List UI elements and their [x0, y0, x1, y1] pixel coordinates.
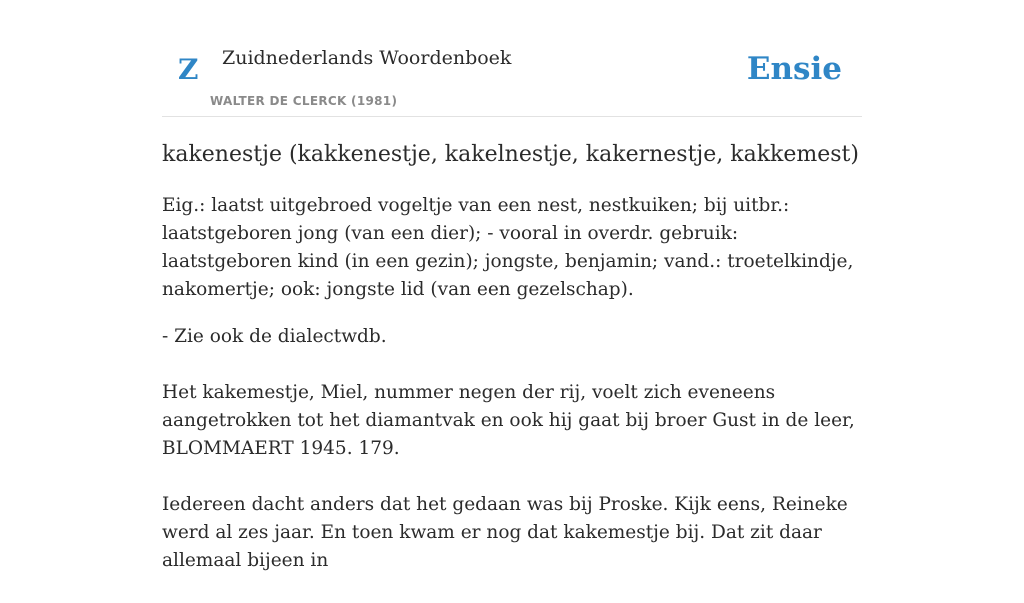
entry-definition: Eig.: laatst uitgebroed vogeltje van een nest, nestkuiken; bij uitbr.: laatstgeboren jong (van een dier); - vooral in overdr. gebruik: laatstgeboren kind (in een gezin); jongste, benjamin; vand.: troetelkindje, nakomertje; ook: jongste lid (van een gezelschap).	[162, 195, 854, 300]
ensie-logo[interactable]: Ensie	[746, 51, 842, 87]
dictionary-title[interactable]: Zuidnederlands Woordenboek	[222, 47, 512, 69]
header	[162, 0, 862, 117]
entry-content	[162, 192, 862, 603]
dictionary-logo-icon[interactable]: Z	[178, 53, 199, 86]
dictionary-author: WALTER DE CLERCK (1981)	[210, 94, 398, 108]
entry-quote: Iedereen dacht anders dat het gedaan was bij Proske. Kijk eens, Reineke werd al zes jaar. En toen kwam er nog dat kakemestje bij. Dat zit daar allemaal bijeen in	[162, 494, 848, 571]
entry-quote: Het kakemestje, Miel, nummer negen der rij, voelt zich eveneens aangetrokken tot het diamantvak en ook hij gaat bij broer Gust in de leer, BLOMMAERT 1945. 179.	[162, 382, 855, 459]
page	[162, 0, 862, 571]
entry-headword: kakenestje (kakkenestje, kakelnestje, kakernestje, kakkemest)	[162, 142, 859, 167]
entry-see-also: - Zie ook de dialectwdb.	[162, 326, 387, 347]
